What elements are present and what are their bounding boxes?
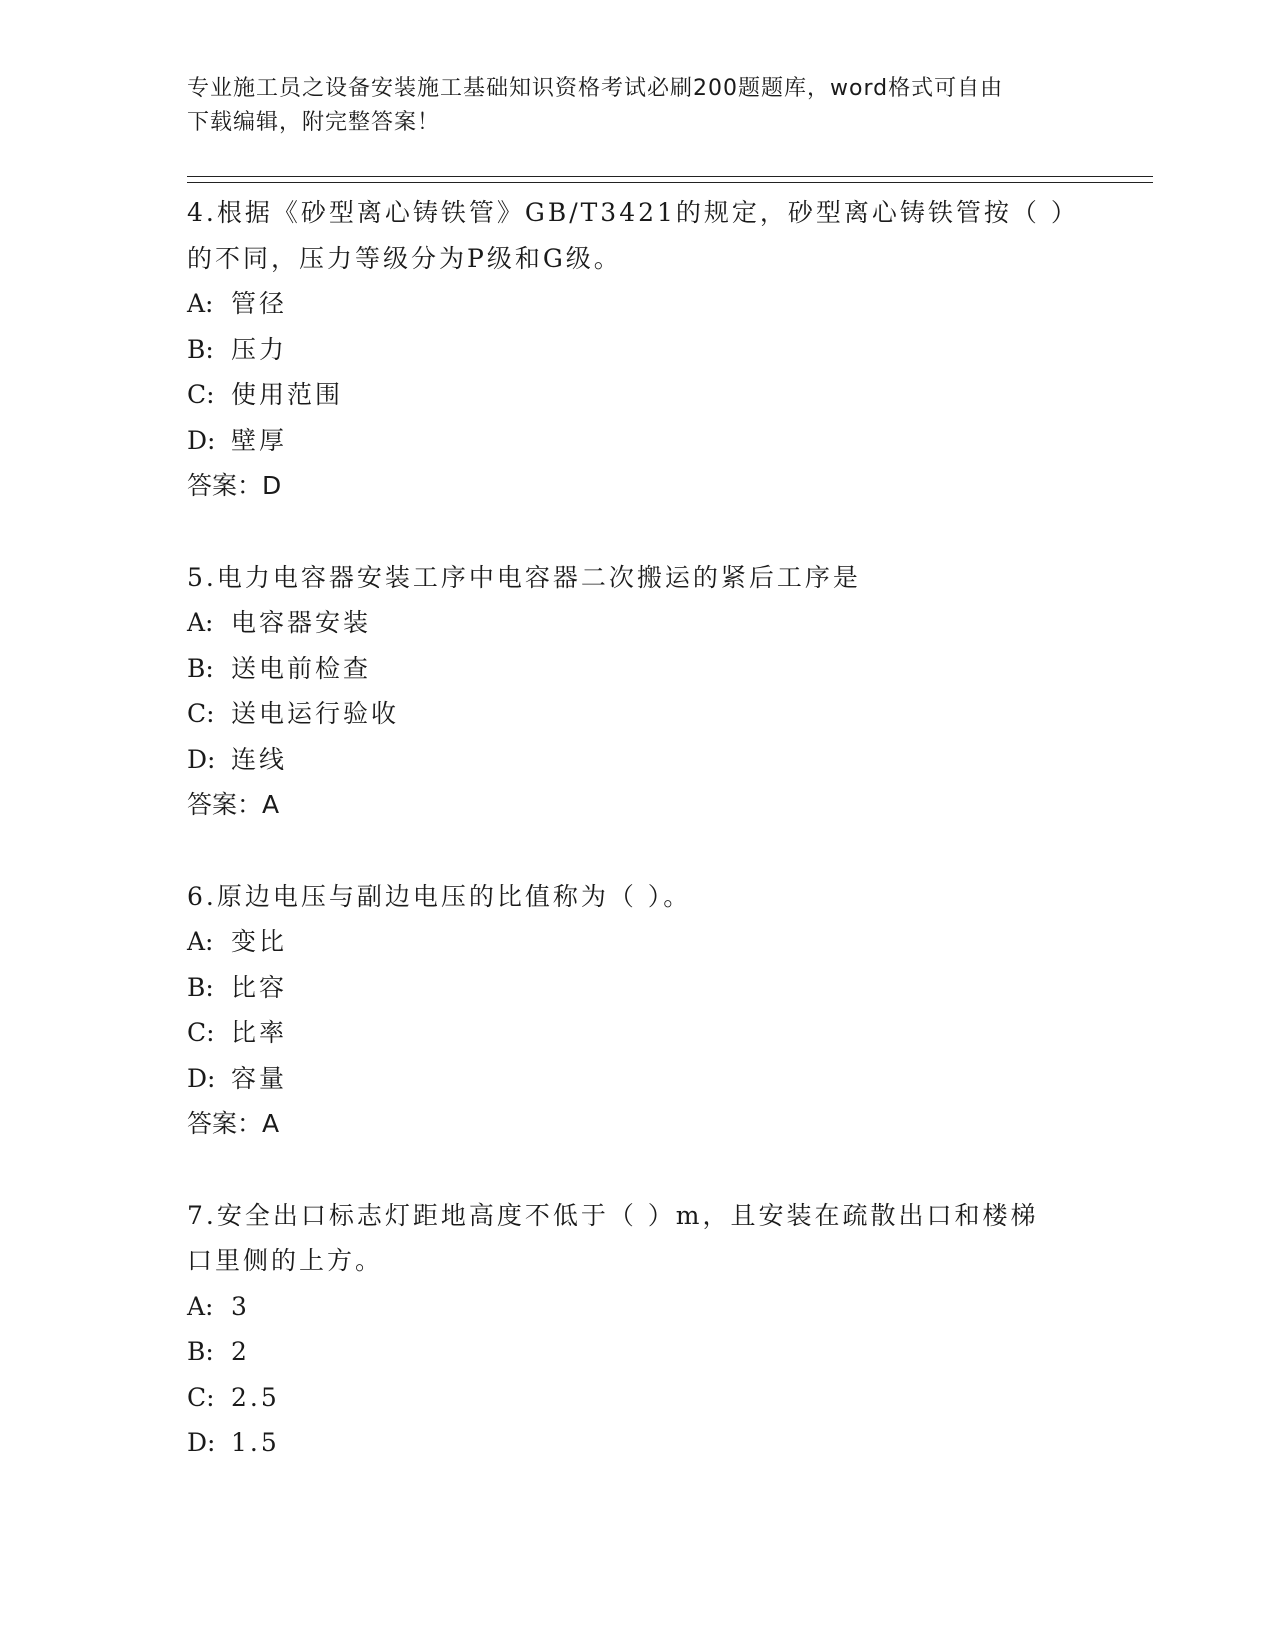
option-key: B:: [187, 1337, 214, 1366]
option-key: D:: [187, 744, 216, 774]
question-6: [187, 874, 1107, 1147]
option-a: [187, 919, 1107, 965]
question-list: [187, 190, 1107, 1466]
answer-line: 答案：D: [187, 471, 282, 500]
header-divider-bottom: [187, 182, 1153, 183]
question-stem: 6.原边电压与副边电压的比值称为（ ）。: [187, 881, 692, 911]
question-4: [187, 190, 1107, 509]
option-text: 壁厚: [231, 425, 288, 455]
option-c: [187, 372, 1107, 418]
option-c: [187, 691, 1107, 737]
option-b: [187, 646, 1107, 692]
option-key: A:: [187, 608, 214, 637]
option-text: 比容: [231, 972, 288, 1002]
option-a: [187, 1284, 1107, 1330]
option-key: D:: [187, 1428, 216, 1457]
option-key: C:: [187, 380, 215, 409]
option-d: [187, 737, 1107, 783]
option-key: A:: [187, 1291, 214, 1321]
option-key: C:: [187, 699, 215, 728]
option-text: 容量: [231, 1063, 288, 1093]
answer-line: 答案：A: [187, 790, 280, 819]
header-divider-top: [187, 176, 1153, 177]
option-b: [187, 327, 1107, 373]
answer-line: 答案：A: [187, 1109, 280, 1138]
option-c: [187, 1010, 1107, 1056]
option-key: C:: [187, 1382, 215, 1412]
option-text: 2: [231, 1337, 250, 1366]
option-text: 2.5: [231, 1382, 280, 1412]
question-7: [187, 1193, 1107, 1466]
option-key: A:: [187, 927, 214, 956]
header-line-2: 下载编辑，附完整答案！: [187, 110, 441, 135]
option-d: [187, 418, 1107, 464]
option-text: 比率: [231, 1018, 288, 1047]
option-text: 3: [231, 1291, 250, 1321]
option-b: [187, 1329, 1107, 1375]
option-key: C:: [187, 1018, 215, 1047]
option-text: 电容器安装: [231, 608, 372, 637]
option-d: [187, 1056, 1107, 1102]
option-d: [187, 1420, 1107, 1466]
option-key: B:: [187, 972, 214, 1002]
spacer: [187, 828, 1107, 874]
option-key: B:: [187, 653, 214, 683]
option-text: 连线: [231, 744, 288, 774]
question-stem: 4.根据《砂型离心铸铁管》GB/T3421的规定，砂型离心铸铁管按（ ）: [187, 198, 1079, 227]
option-text: 变比: [231, 927, 288, 956]
option-b: [187, 965, 1107, 1011]
spacer: [187, 509, 1107, 555]
document-header: [187, 72, 1087, 140]
option-text: 送电前检查: [231, 653, 372, 683]
header-line-1: 专业施工员之设备安装施工基础知识资格考试必刷200题题库，word格式可自由: [187, 76, 1004, 101]
question-stem: 5.电力电容器安装工序中电容器二次搬运的紧后工序是: [187, 562, 861, 592]
option-a: [187, 600, 1107, 646]
option-key: B:: [187, 334, 214, 364]
option-key: A:: [187, 289, 214, 318]
option-text: 压力: [231, 334, 288, 364]
option-text: 送电运行验收: [231, 699, 400, 728]
option-c: [187, 1375, 1107, 1421]
option-a: [187, 281, 1107, 327]
option-key: D:: [187, 1063, 216, 1093]
question-stem: 7.安全出口标志灯距地高度不低于（ ）m，且安装在疏散出口和楼梯: [187, 1200, 1039, 1230]
question-5: [187, 555, 1107, 828]
spacer: [187, 1147, 1107, 1193]
option-text: 1.5: [231, 1428, 280, 1457]
option-text: 管径: [231, 289, 288, 318]
option-text: 使用范围: [231, 380, 344, 409]
option-key: D:: [187, 425, 216, 455]
question-stem-continued: 的不同，压力等级分为P级和G级。: [187, 243, 622, 273]
question-stem-continued: 口里侧的上方。: [187, 1246, 384, 1275]
